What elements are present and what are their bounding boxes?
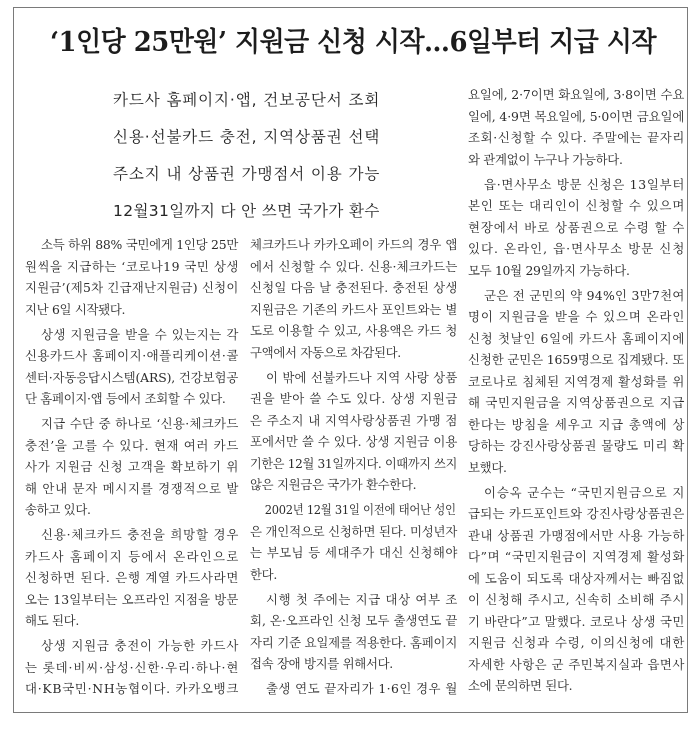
text-line: 시행 첫 주에는 지급 대상 여부 조 — [266, 591, 458, 607]
paragraph — [25, 234, 238, 320]
text-line: 지원금’(제5차 긴급재난지원금) 신청이 — [25, 280, 239, 295]
text-line: 출생 연도 끝자리가 1·6인 경우 월 — [266, 681, 458, 696]
text-line: 읍·면사무소 방문 신청은 13일부터 — [484, 176, 686, 192]
text-line: 신청일 다음 날 충전된다. 충전된 상생 — [250, 280, 458, 295]
text-line: 송하고 있다. — [25, 502, 91, 517]
text-line: 오는 13일부터는 오프라인 지점을 방문 — [25, 591, 239, 607]
text-line: 있다. 온라인, 읍·면사무소 방문 신청 — [468, 241, 686, 256]
text-line: 신청하면 된다. 은행 계열 카드사라면 — [25, 570, 240, 585]
text-column-1 — [25, 234, 238, 700]
text-line: 권을 받아 쓸 수도 있다. 상생 지원금 — [250, 391, 458, 406]
text-line: 도로 이용할 수 있고, 사용액은 카드 청 — [250, 323, 458, 338]
headline: ‘1인당 25만원’ 지원금 신청 시작…6일부터 지급 시작 — [50, 27, 657, 58]
text-line: 자리 기준 요일제를 적용한다. 홈페이지 — [250, 634, 458, 650]
paragraph — [468, 285, 684, 479]
paragraph — [25, 413, 238, 521]
text-line: 이승옥 군수는 “국민지원금으로 지 — [484, 484, 686, 500]
text-line: 신청한 군민은 1659명으로 집계됐다. 또 — [468, 352, 685, 367]
text-line: 관내 상품권 가맹점에서만 사용 가능하 — [468, 527, 685, 543]
text-line: 당하는 강진사랑상품권 물량도 미리 확 — [468, 438, 685, 453]
paragraph — [468, 174, 684, 282]
text-line: 에 도움이 되도록 대상자께서는 빠짐없 — [468, 570, 685, 586]
paragraph — [25, 524, 238, 632]
text-line: 모두 10월 29일까지 가능하다. — [468, 262, 630, 278]
text-line: 지원금 신청과 수령, 이의신청에 대한 — [468, 635, 686, 650]
text-column-3 — [468, 84, 684, 697]
text-line: 2002년 12월 31일 이전에 태어난 성인 — [264, 502, 456, 517]
paragraph — [250, 234, 457, 363]
text-line: 은 주소지 내 지역사랑상품권 가맹 점 — [250, 412, 458, 428]
text-line: 현장에서 바로 상품권으로 수령 할 수 — [468, 219, 686, 235]
text-column-2 — [250, 234, 457, 700]
text-line: 코로나로 침체된 지역경제 활성화를 위 — [468, 373, 685, 389]
subheadline-group — [113, 82, 379, 230]
text-line: 지급 수단 중 하나로 ‘신용·체크카드 — [41, 416, 239, 431]
text-line: 센터·자동응답시스템(ARS), 건강보험공 — [25, 369, 239, 385]
text-line: 이 밖에 선불카드나 지역 사랑 상품 — [266, 369, 458, 385]
paragraph — [468, 84, 684, 170]
text-line: 회, 온·오프라인 신청 모두 출생연도 끝 — [250, 613, 458, 628]
text-line: 신청 첫날인 6일에 카드사 홈페이지에 — [468, 330, 685, 346]
subheadline: 신용·선불카드 충전, 지역상품권 선택 — [113, 128, 381, 146]
text-line: 군은 전 군민의 약 94%인 3만7천여 — [484, 287, 685, 303]
text-line: 소에 문의하면 된다. — [468, 678, 573, 693]
text-line: 카드사 홈페이지 등에서 온라인으로 — [25, 548, 240, 564]
text-line: 포에서만 쓸 수 있다. 상생 지원금 이용 — [250, 434, 458, 449]
subheadline: 카드사 홈페이지·앱, 건보공단서 조회 — [113, 91, 381, 109]
text-line: 상생 지원금 충전이 가능한 카드사 — [41, 638, 240, 653]
text-line: 대·KB국민·NH농협이다. 카카오뱅크 — [25, 681, 240, 696]
paragraph — [468, 482, 684, 697]
subheadline: 주소지 내 상품권 가맹점서 이용 가능 — [113, 165, 381, 183]
text-line: 한다. — [250, 566, 277, 582]
text-line: 급되는 카드포인트와 강진사랑상품권은 — [468, 506, 685, 521]
paragraph — [25, 635, 238, 700]
text-line: 자세한 사항은 군 주민복지실과 읍면사 — [468, 656, 685, 672]
text-line: 지난 6일 시작됐다. — [25, 301, 126, 317]
paragraph — [250, 589, 457, 675]
text-line: 해도 된다. — [25, 613, 79, 628]
text-line: 요일에, 2·7이면 화요일에, 3·8이면 수요 — [468, 87, 685, 102]
text-line: 접속 장애 방지를 위해서다. — [250, 656, 393, 671]
text-line: 기한은 12월 31일까지다. 이때까지 쓰지 — [250, 455, 457, 471]
text-line: 에서 신청할 수 있다. 신용·체크카드는 — [250, 258, 458, 274]
text-line: 은 개인적으로 신청하면 된다. 미성년자 — [250, 523, 458, 539]
paragraph — [250, 678, 457, 700]
text-line: 는 롯데·비씨·삼성·신한·우리·하나·현 — [25, 659, 240, 675]
text-line: 체크카드나 카카오페이 카드의 경우 앱 — [250, 237, 458, 252]
text-line: 원씩을 지급하는 ‘코로나19 국민 상생 — [25, 258, 239, 274]
text-line: 일에, 4·9면 목요일에, 5·0이면 금요일에 — [468, 108, 685, 124]
text-line: 다”며 “국민지원금이 지역경제 활성화 — [468, 549, 685, 564]
text-line: 는 부모님 등 세대주가 대신 신청해야 — [250, 545, 458, 560]
text-line: 구액에서 자동으로 차감된다. — [250, 344, 401, 360]
text-line: 신용·체크카드 충전을 희망할 경우 — [41, 527, 240, 542]
text-line: 해 안내 문자 메시지를 경쟁적으로 발 — [25, 480, 240, 496]
text-line: 소득 하위 88% 국민에게 1인당 25만 — [41, 237, 239, 252]
paragraph — [250, 499, 457, 585]
text-line: 명이 지원금을 받을 수 있으며 온라인 — [468, 309, 686, 324]
text-line: 않은 지원금은 국가가 환수한다. — [250, 477, 417, 492]
text-line: 지원금은 기존의 카드사 포인트와는 별 — [250, 301, 458, 317]
text-line: 보했다. — [468, 459, 507, 475]
paragraph — [250, 367, 457, 496]
text-line: 조회·신청할 수 있다. 주말에는 끝자리 — [468, 130, 685, 145]
text-line: 한다는 방침을 세우고 지급 총액에 상 — [468, 416, 686, 432]
text-line: 사가 지원금 신청 고객을 확보하기 위 — [25, 459, 240, 474]
text-line: 본인 또는 대리인이 신청할 수 있으며 — [468, 198, 686, 213]
text-line: 상생 지원금을 받을 수 있는지는 각 — [41, 326, 239, 342]
subheadline: 12월31일까지 다 안 쓰면 국가가 환수 — [113, 202, 380, 220]
text-line: 와 관계없이 누구나 가능하다. — [468, 151, 623, 167]
text-line: 신용카드사 홈페이지·애플리케이션·콜 — [25, 348, 239, 363]
text-line: 해 국민지원금을 지역상품권으로 지급 — [468, 395, 686, 410]
text-line: 기 바란다”고 말했다. 코로나 상생 국민 — [468, 613, 685, 629]
text-line: 이 신청해 주시고, 신속히 소비해 주시 — [468, 592, 685, 607]
text-line: 충전’을 고를 수 있다. 현재 여러 카드 — [25, 437, 239, 453]
text-line: 단 홈페이지·앱 등에서 조회할 수 있다. — [25, 391, 226, 406]
paragraph — [25, 324, 238, 410]
